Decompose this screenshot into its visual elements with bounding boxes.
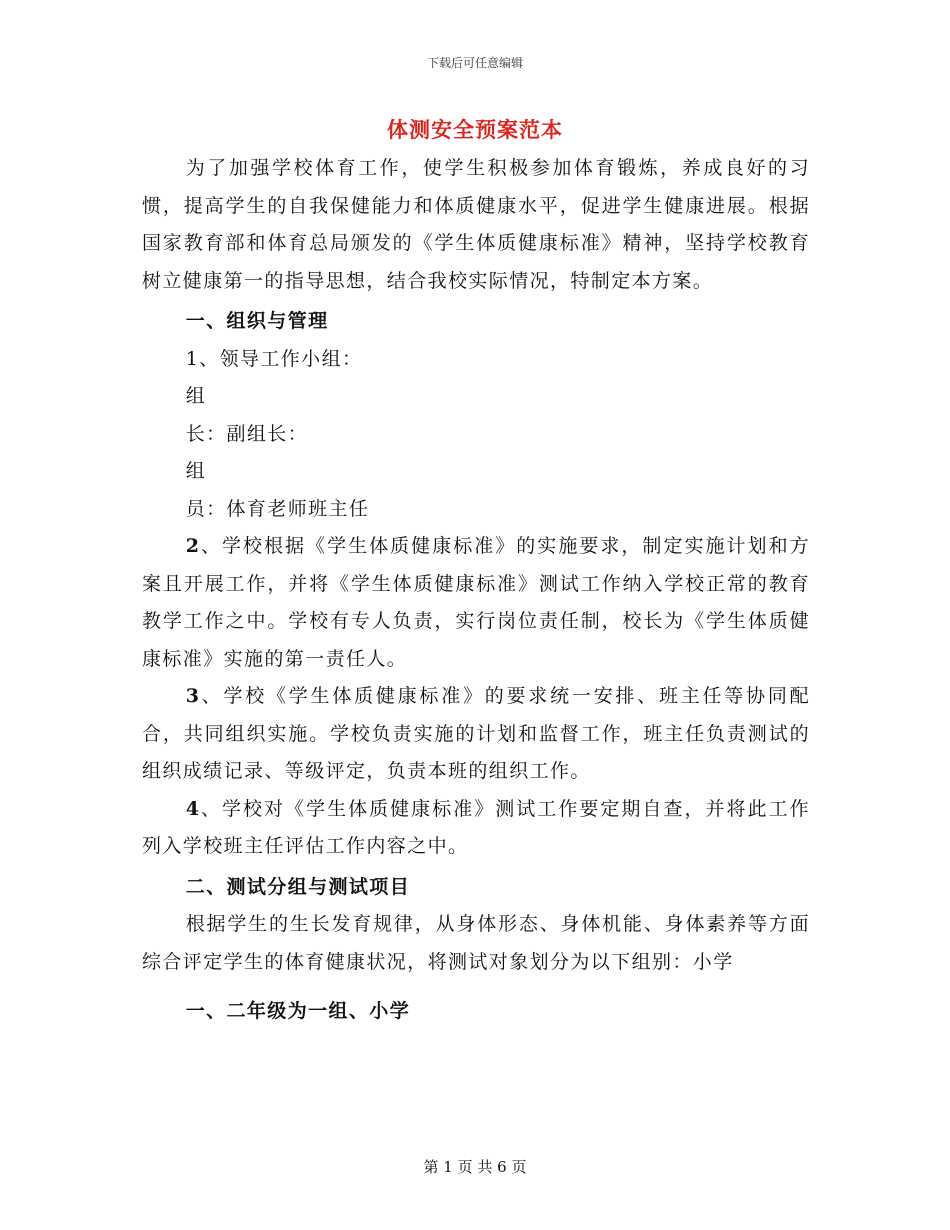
grade-group-heading: 一、二年级为一组、小学 [185,1000,411,1022]
leader-char: 组 [185,385,207,407]
item-4-paragraph [142,791,810,866]
item-2-paragraph [142,528,810,678]
leader-line: 长：副组长： [185,422,309,445]
section-heading-testing: 二、测试分组与测试项目 [185,875,411,898]
item-2-number: 2 [185,535,201,557]
document-title: 体测安全预案范本 [387,117,563,142]
testing-paragraph: 根据学生的生长发育规律，从身体形态、身体机能、身体素养等方面综合评定学生的体育健康状况，将测试对象划分为以下组别：小学 [142,913,810,973]
member-line: 员：体育老师班主任 [185,497,370,520]
intro-paragraph: 为了加强学校体育工作，使学生积极参加体育锻炼，养成良好的习惯，提高学生的自我保健能力和体质健康水平，促进学生健康进展。根据国家教育部和体育总局颁发的《学生体质健康标准》精神，坚持学校教育树立健康第一的指导思想，结合我校实际情况，特制定本方案。 [142,157,810,292]
header-note: 下载后可任意编辑 [426,56,523,70]
member-char: 组 [185,460,207,482]
section-heading-organization: 一、组织与管理 [185,310,329,332]
item-3-number: 3 [185,685,201,707]
leadership-group-label: 1、领导工作小组： [185,347,363,370]
item-3-paragraph [142,678,810,791]
item-2-text: 、学校根据《学生体质健康标准》的实施要求，制定实施计划和方案且开展工作，并将《学生体质健康标准》测试工作纳入学校正常的教育教学工作之中。学校有专人负责，实行岗位责任制，校长为《学生体质健康标准》实施的第一责任人。 [142,535,810,670]
item-4-text: 、学校对《学生体质健康标准》测试工作要定期自查，并将此工作列入学校班主任评估工作内容之中。 [142,797,810,857]
page-indicator: 第 1 页 共 6 页 [423,1158,527,1176]
item-3-text: 、学校《学生体质健康标准》的要求统一安排、班主任等协同配合，共同组织实施。学校负责实施的计划和监督工作，班主任负责测试的组织成绩记录、等级评定，负责本班的组织工作。 [142,685,810,782]
item-4-number: 4 [185,797,201,820]
document-body [142,150,810,1031]
